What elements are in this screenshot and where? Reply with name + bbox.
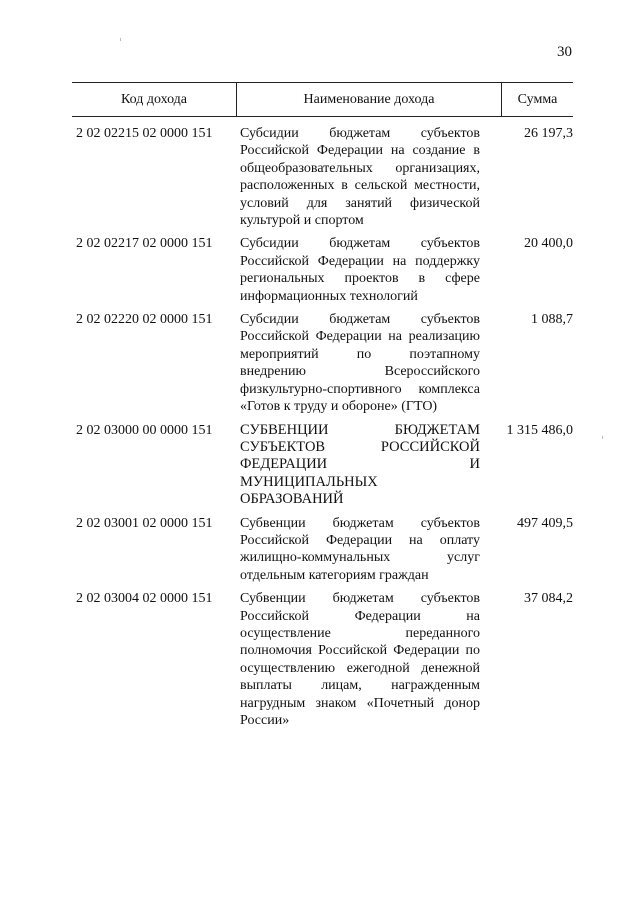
row-sum: 497 409,5: [517, 515, 573, 531]
table-row: [72, 235, 573, 305]
header-code: Код дохода: [72, 83, 237, 116]
row-code: 2 02 02215 02 0000 151: [76, 126, 213, 141]
table-header: [72, 82, 573, 117]
row-code: 2 02 03001 02 0000 151: [76, 515, 213, 531]
row-name: СУБВЕНЦИИ БЮДЖЕТАМ СУБЪЕКТОВ РОССИЙСКОЙ ФЕДЕРАЦИИ И МУНИЦИПАЛЬНЫХ ОБРАЗОВАНИЙ: [240, 421, 480, 508]
table-row: [72, 590, 573, 729]
header-name: Наименование дохода: [237, 83, 502, 116]
revenue-table: [72, 82, 573, 729]
row-code: 2 02 02217 02 0000 151: [76, 236, 213, 252]
row-name: Субвенции бюджетам субъектов Российской Федерации на осуществление переданного полномочия Российской Федерации по осуществлению ежегодной денежной выплаты лицам, награжденным нагрудным знаком «Почетный донор России»: [240, 591, 480, 728]
row-name: Субсидии бюджетам субъектов Российской Федерации на реализацию мероприятий по поэтапному внедрению Всероссийского физкультурно-спортивного комплекса «Готов к труду и обороне» (ГТО): [240, 312, 480, 415]
scan-speck: [120, 38, 121, 41]
table-row: [72, 125, 573, 229]
row-name: Субсидии бюджетам субъектов Российской Федерации на поддержку региональных проектов в сфере информационных технологий: [240, 236, 480, 304]
row-sum: 26 197,3: [524, 126, 573, 141]
row-name: Субвенции бюджетам субъектов Российской Федерации на оплату жилищно-коммунальных услуг отдельным категориям граждан: [240, 515, 480, 583]
row-sum: 1 315 486,0: [506, 422, 573, 438]
page-number: 30: [557, 44, 572, 60]
header-sum: Сумма: [517, 91, 558, 107]
row-sum: 20 400,0: [524, 236, 573, 252]
row-name: Субсидии бюджетам субъектов Российской Федерации на создание в общеобразовательных организациях, расположенных в сельской местности, условий для занятий физической культурой и спортом: [240, 126, 480, 229]
row-code: 2 02 03000 00 0000 151: [76, 422, 213, 438]
table-row: [72, 311, 573, 415]
scan-speck: [602, 436, 603, 439]
table-row: [72, 422, 573, 509]
row-code: 2 02 02220 02 0000 151: [76, 312, 213, 328]
row-code: 2 02 03004 02 0000 151: [76, 591, 213, 607]
table-body: [72, 117, 573, 729]
row-sum: 1 088,7: [531, 312, 573, 328]
row-sum: 37 084,2: [524, 591, 573, 607]
table-row: [72, 515, 573, 585]
